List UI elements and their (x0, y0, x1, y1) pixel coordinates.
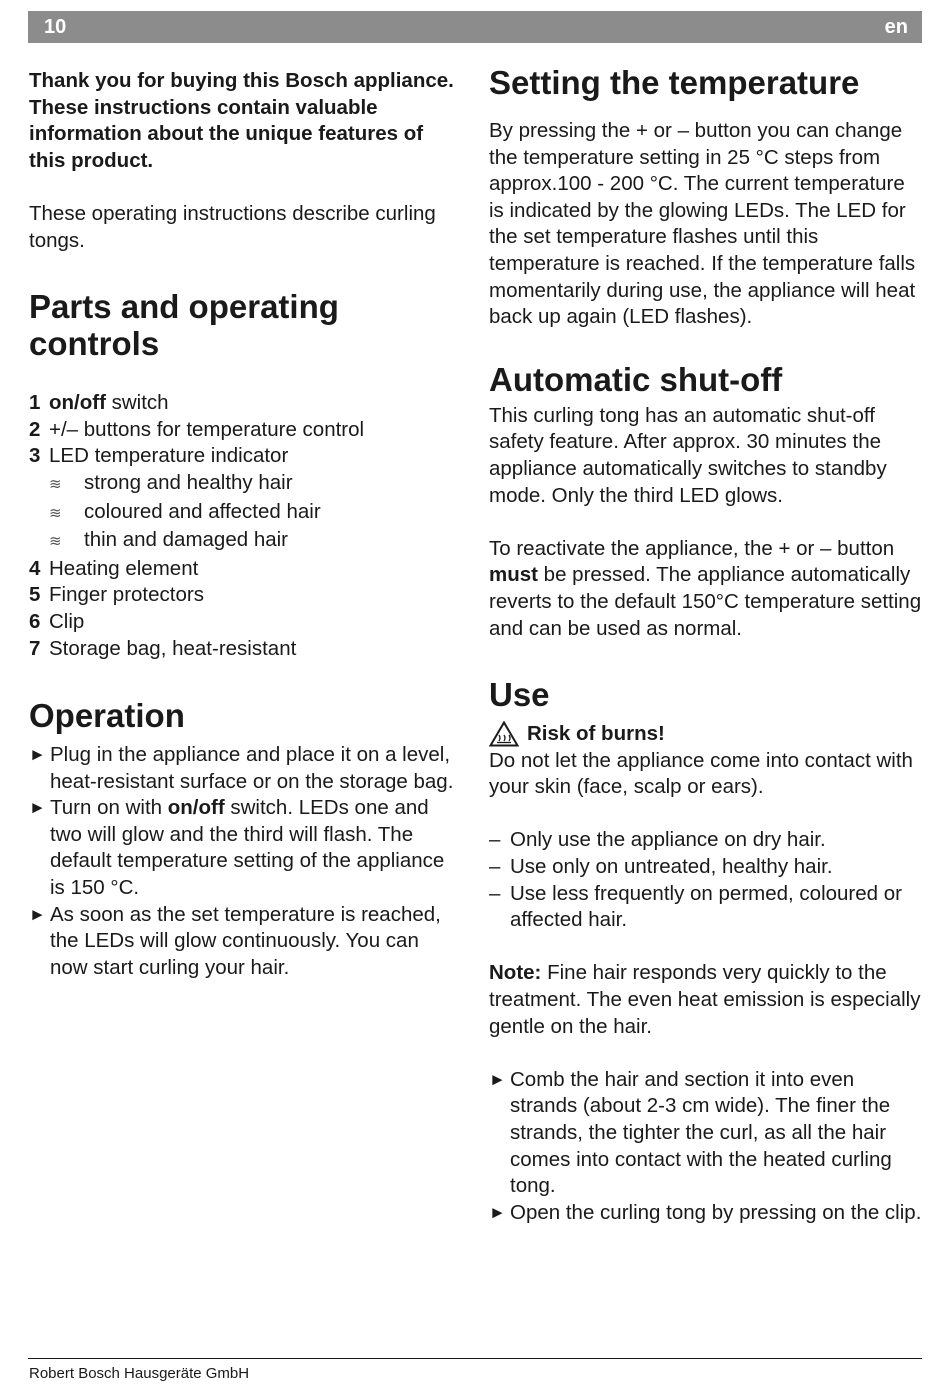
list-item: – Only use the appliance on dry hair. (489, 828, 826, 852)
list-item: 1 on/off switch (29, 391, 169, 415)
temperature-text: By pressing the + or – button you can change the temperature setting in 25 °C steps from approx.100 - 200 °C. The current temperature is indicated by the glowing LEDs. The LED for the set temperature flashes until this temperature is reached. If the temperature falls momentarily during use, the appliance will heat back up again (LED flashes). (489, 119, 916, 329)
warning-text: Do not let the appliance come into contact with your skin (face, scalp or ears). (489, 748, 913, 799)
note-text: Note: Fine hair responds very quickly to the treatment. The even heat emission is especially gentle on the hair. (489, 961, 921, 1038)
right-column (489, 64, 925, 1226)
shutoff-text-1: This curling tong has an automatic shut-off safety feature. After approx. 30 minutes the appliance automatically switches to standby mode. Only the third LED glows. (489, 403, 887, 507)
list-item: ≋ coloured and affected hair (29, 499, 459, 528)
list-item: ≋ strong and healthy hair (29, 470, 459, 499)
list-item: ► Plug in the appliance and place it on a level, heat-resistant surface or on the storage bag. (29, 743, 454, 793)
list-item: 6 Clip (29, 609, 85, 633)
list-item: ► As soon as the set temperature is reached, the LEDs will glow continuously. You can now start curling your hair. (29, 902, 441, 979)
use-heading: Use (489, 676, 550, 714)
list-item: 7 Storage bag, heat-resistant (29, 636, 297, 660)
language-code: en (884, 16, 908, 38)
temperature-heading: Setting the temperature (489, 64, 860, 101)
parts-heading: Parts and operating controls (29, 288, 339, 363)
warning-title: Risk of burns! (527, 722, 665, 746)
triangle-bullet-icon: ► (29, 745, 46, 765)
hair-coloured-icon: ≋ (49, 504, 62, 522)
list-item: – Use only on untreated, healthy hair. (489, 855, 833, 879)
dash-list (489, 827, 925, 933)
list-item: ► Comb the hair and section it into even strands (about 2-3 cm wide). The finer the strands, the tighter the curl, as all the hair comes into contact with the heated curling tong. (489, 1067, 892, 1198)
shutoff-text-2: To reactivate the appliance, the + or – button must be pressed. The appliance automatically reverts to the default 150°C temperature setting and can be used as normal. (489, 536, 922, 640)
hair-strong-icon: ≋ (49, 475, 62, 493)
footer-divider (28, 1358, 922, 1359)
intro-text: These operating instructions describe curling tongs. (29, 201, 436, 252)
operation-list (29, 742, 459, 981)
triangle-bullet-icon: ► (29, 798, 46, 818)
triangle-bullet-icon: ► (489, 1202, 506, 1222)
page-number: 10 (44, 16, 67, 38)
operation-heading: Operation (29, 697, 185, 735)
triangle-bullet-icon: ► (29, 904, 46, 924)
hair-thin-icon: ≋ (49, 533, 62, 551)
burn-warning (489, 721, 925, 748)
use-steps-list (489, 1067, 925, 1227)
list-item: 5 Finger protectors (29, 583, 204, 607)
hot-surface-warning-icon (489, 721, 519, 747)
left-column (29, 68, 459, 981)
list-item: ≋ thin and damaged hair (29, 527, 459, 556)
triangle-bullet-icon: ► (489, 1069, 506, 1089)
list-item: 2 +/– buttons for temperature control (29, 417, 365, 441)
page-header-bar (28, 11, 922, 43)
footer-company: Robert Bosch Hausgeräte GmbH (29, 1365, 250, 1382)
list-item: ► Open the curling tong by pressing on the clip. (489, 1200, 925, 1227)
parts-list (29, 390, 459, 662)
list-item: ► Turn on with on/off switch. LEDs one and two will glow and the third will flash. The default temperature setting of the appliance is 150 °C. (29, 796, 445, 900)
list-item: 3 LED temperature indicator (29, 444, 289, 468)
list-item: – Use less frequently on permed, coloured or affected hair. (489, 881, 902, 932)
shutoff-heading: Automatic shut-off (489, 360, 783, 398)
intro-bold-text: Thank you for buying this Bosch appliance. These instructions contain valuable information about the unique features of this product. (29, 69, 454, 172)
list-item: 4 Heating element (29, 556, 199, 580)
